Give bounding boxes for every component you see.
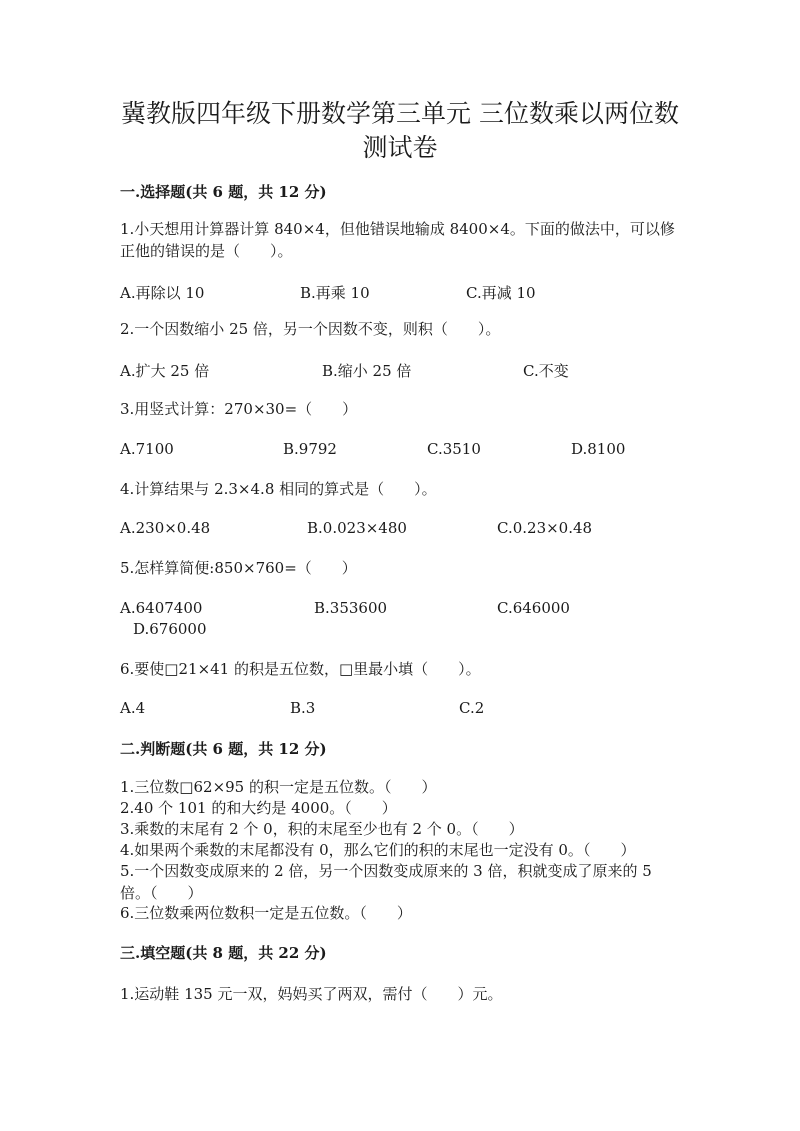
choice-option: C.0.23×0.48 xyxy=(497,519,593,537)
judgement-item-5: 5.一个因数变成原来的 2 倍，另一个因数变成原来的 3 倍，积就变成了原来的 5 倍。（ ） xyxy=(120,862,652,902)
choice-option: A.6407400 xyxy=(120,599,203,617)
choice-option: C.646000 xyxy=(497,599,570,617)
section-heading-choice: 一.选择题(共 6 题，共 12 分) xyxy=(120,183,327,201)
choice-option: A.再除以 10 xyxy=(120,284,205,302)
exam-title-line2: 测试卷 xyxy=(362,133,438,162)
choice-question-2: 2.一个因数缩小 25 倍，另一个因数不变，则积（ ）。 xyxy=(120,320,501,338)
choice-option: C.2 xyxy=(459,699,485,717)
choice-option: A.230×0.48 xyxy=(120,519,211,537)
judgement-item-3: 3.乘数的末尾有 2 个 0，积的末尾至少也有 2 个 0。（ ） xyxy=(120,820,524,838)
choice-question-6: 6.要使□21×41 的积是五位数，□里最小填（ ）。 xyxy=(120,660,481,678)
choice-option: B.0.023×480 xyxy=(307,519,407,537)
choice-option: C.不变 xyxy=(523,362,569,380)
section-heading-fill-blank: 三.填空题(共 8 题，共 22 分) xyxy=(120,944,327,962)
fill-blank-question-1: 1.运动鞋 135 元一双，妈妈买了两双，需付（ ）元。 xyxy=(120,985,503,1003)
choice-option: D.8100 xyxy=(571,440,626,458)
choice-option: B.再乘 10 xyxy=(300,284,370,302)
choice-question-3: 3.用竖式计算：270×30=（ ） xyxy=(120,400,358,418)
choice-question-1: 1.小天想用计算器计算 840×4，但他错误地输成 8400×4。下面的做法中，可以修正他的错误的是（ ）。 xyxy=(120,220,675,260)
choice-option: B.3 xyxy=(290,699,316,717)
choice-option: B.9792 xyxy=(283,440,337,458)
choice-question-4: 4.计算结果与 2.3×4.8 相同的算式是（ ）。 xyxy=(120,480,437,498)
choice-option: A.扩大 25 倍 xyxy=(120,362,210,380)
choice-option: B.353600 xyxy=(314,599,388,617)
exam-title-line1: 冀教版四年级下册数学第三单元 三位数乘以两位数 xyxy=(121,99,679,128)
choice-option: A.4 xyxy=(120,699,146,717)
judgement-item-1: 1.三位数□62×95 的积一定是五位数。（ ） xyxy=(120,778,437,796)
judgement-item-4: 4.如果两个乘数的末尾都没有 0，那么它们的积的末尾也一定没有 0。（ ） xyxy=(120,841,636,859)
choice-option: C.再减 10 xyxy=(466,284,536,302)
choice-option: C.3510 xyxy=(427,440,481,458)
section-heading-judgement: 二.判断题(共 6 题，共 12 分) xyxy=(120,740,327,758)
choice-option: B.缩小 25 倍 xyxy=(322,362,412,380)
choice-option: A.7100 xyxy=(120,440,174,458)
choice-question-5: 5.怎样算简便:850×760=（ ） xyxy=(120,559,357,577)
choice-option: D.676000 xyxy=(133,620,207,638)
judgement-item-2: 2.40 个 101 的和大约是 4000。（ ） xyxy=(120,799,397,817)
judgement-item-6: 6.三位数乘两位数积一定是五位数。（ ） xyxy=(120,904,412,922)
